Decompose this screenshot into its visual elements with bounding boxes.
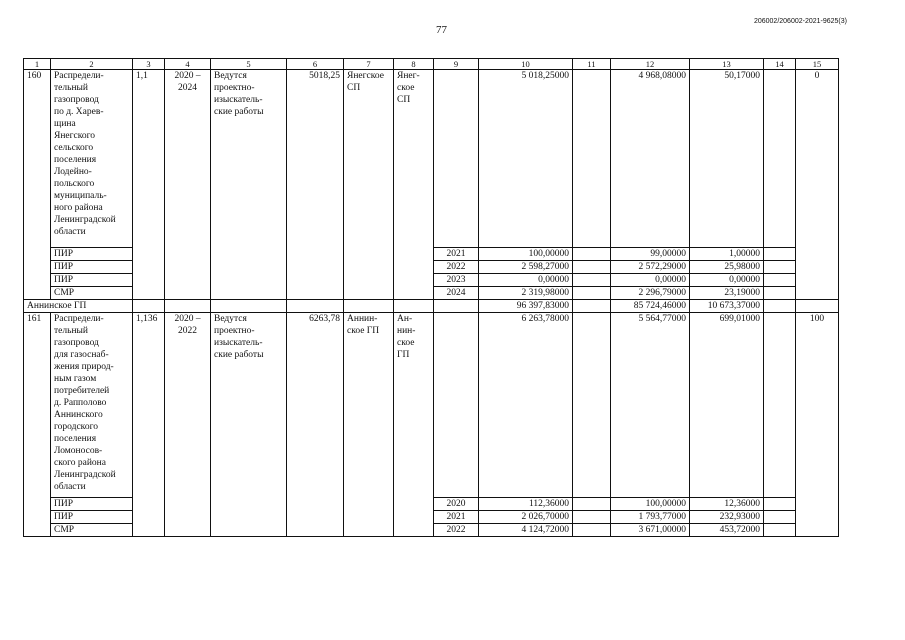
subtotal-row <box>24 300 839 313</box>
column-header: 7 <box>344 59 394 70</box>
local-funding: 699,01000 <box>690 313 764 498</box>
work-type: ПИР <box>51 274 133 287</box>
total-funding: 6 263,78000 <box>479 313 573 498</box>
year-cell: 2023 <box>434 274 479 287</box>
table-row <box>24 287 839 300</box>
table-row <box>24 248 839 261</box>
total-funding: 5 018,25000 <box>479 70 573 248</box>
regional-funding: 2 296,79000 <box>611 287 690 300</box>
year-cell <box>434 313 479 498</box>
column-header: 6 <box>287 59 344 70</box>
total-funding: 112,36000 <box>479 498 573 511</box>
subtotal-label: Аннинское ГП <box>24 300 133 313</box>
entry-number: 160 <box>24 70 51 248</box>
column-header: 5 <box>211 59 287 70</box>
page-number: 77 <box>436 24 447 36</box>
customer: Аннин- ское ГП <box>344 313 394 498</box>
readiness-value: 0 <box>796 70 839 248</box>
column-header: 14 <box>764 59 796 70</box>
work-type: ПИР <box>51 498 133 511</box>
regional-funding: 1 793,77000 <box>611 511 690 524</box>
year-cell <box>434 70 479 248</box>
local-funding: 23,19000 <box>690 287 764 300</box>
period-years: 2020 – 2024 <box>165 70 211 248</box>
total-funding: 100,00000 <box>479 248 573 261</box>
subtotal-local: 10 673,37000 <box>690 300 764 313</box>
table-row <box>24 511 839 524</box>
total-funding: 2 598,27000 <box>479 261 573 274</box>
column-header: 11 <box>573 59 611 70</box>
entry-161-main-row <box>24 313 839 498</box>
empty-cell <box>764 70 796 248</box>
object-name: Распредели- тельный газопровод по д. Харев- щина Янегского сельского поселения Лодейно- польского муниципаль- ного района Ленинградской области <box>51 70 133 248</box>
regional-funding: 4 968,08000 <box>611 70 690 248</box>
program-table <box>23 58 839 537</box>
customer: Янегское СП <box>344 70 394 248</box>
work-status: Ведутся проектно- изыскатель- ские работы <box>211 70 287 248</box>
entry-number: 161 <box>24 313 51 498</box>
local-funding: 50,17000 <box>690 70 764 248</box>
table-row <box>24 261 839 274</box>
object-name: Распредели- тельный газопровод для газоснаб- жения природ- ным газом потребителей д. Рапполово Аннинского городского поселения Ломоносов- ского района Ленинградской области <box>51 313 133 498</box>
local-funding: 12,36000 <box>690 498 764 511</box>
total-funding: 2 026,70000 <box>479 511 573 524</box>
subtotal-regional: 85 724,46000 <box>611 300 690 313</box>
regional-funding: 3 671,00000 <box>611 524 690 537</box>
total-funding: 0,00000 <box>479 274 573 287</box>
work-type: ПИР <box>51 248 133 261</box>
work-type: СМР <box>51 524 133 537</box>
regional-funding: 100,00000 <box>611 498 690 511</box>
local-funding: 0,00000 <box>690 274 764 287</box>
regional-funding: 99,00000 <box>611 248 690 261</box>
year-cell: 2022 <box>434 261 479 274</box>
year-cell: 2020 <box>434 498 479 511</box>
length-value: 1,1 <box>133 70 165 248</box>
owner: Ан- нин- ское ГП <box>394 313 434 498</box>
work-status: Ведутся проектно- изыскатель- ские работы <box>211 313 287 498</box>
regional-funding: 0,00000 <box>611 274 690 287</box>
total-cost: 5018,25 <box>287 70 344 248</box>
local-funding: 1,00000 <box>690 248 764 261</box>
year-cell: 2021 <box>434 248 479 261</box>
column-number-row <box>24 59 839 70</box>
local-funding: 453,72000 <box>690 524 764 537</box>
work-type: СМР <box>51 287 133 300</box>
length-value: 1,136 <box>133 313 165 498</box>
total-funding: 4 124,72000 <box>479 524 573 537</box>
entry-160-main-row <box>24 70 839 248</box>
regional-funding: 2 572,29000 <box>611 261 690 274</box>
readiness-value: 100 <box>796 313 839 498</box>
column-header: 10 <box>479 59 573 70</box>
empty-cell <box>573 70 611 248</box>
work-type: ПИР <box>51 511 133 524</box>
local-funding: 232,93000 <box>690 511 764 524</box>
column-header: 1 <box>24 59 51 70</box>
subtotal-total: 96 397,83000 <box>479 300 573 313</box>
table-row <box>24 524 839 537</box>
total-funding: 2 319,98000 <box>479 287 573 300</box>
regional-funding: 5 564,77000 <box>611 313 690 498</box>
local-funding: 25,98000 <box>690 261 764 274</box>
year-cell: 2024 <box>434 287 479 300</box>
column-header: 12 <box>611 59 690 70</box>
table-row <box>24 498 839 511</box>
column-header: 9 <box>434 59 479 70</box>
total-cost: 6263,78 <box>287 313 344 498</box>
column-header: 3 <box>133 59 165 70</box>
year-cell: 2021 <box>434 511 479 524</box>
work-type: ПИР <box>51 261 133 274</box>
owner: Янег- ское СП <box>394 70 434 248</box>
document-code: 206002/206002-2021-9625(3) <box>753 18 847 25</box>
year-cell: 2022 <box>434 524 479 537</box>
period-years: 2020 – 2022 <box>165 313 211 498</box>
column-header: 8 <box>394 59 434 70</box>
column-header: 15 <box>796 59 839 70</box>
table-row <box>24 274 839 287</box>
column-header: 2 <box>51 59 133 70</box>
column-header: 13 <box>690 59 764 70</box>
column-header: 4 <box>165 59 211 70</box>
